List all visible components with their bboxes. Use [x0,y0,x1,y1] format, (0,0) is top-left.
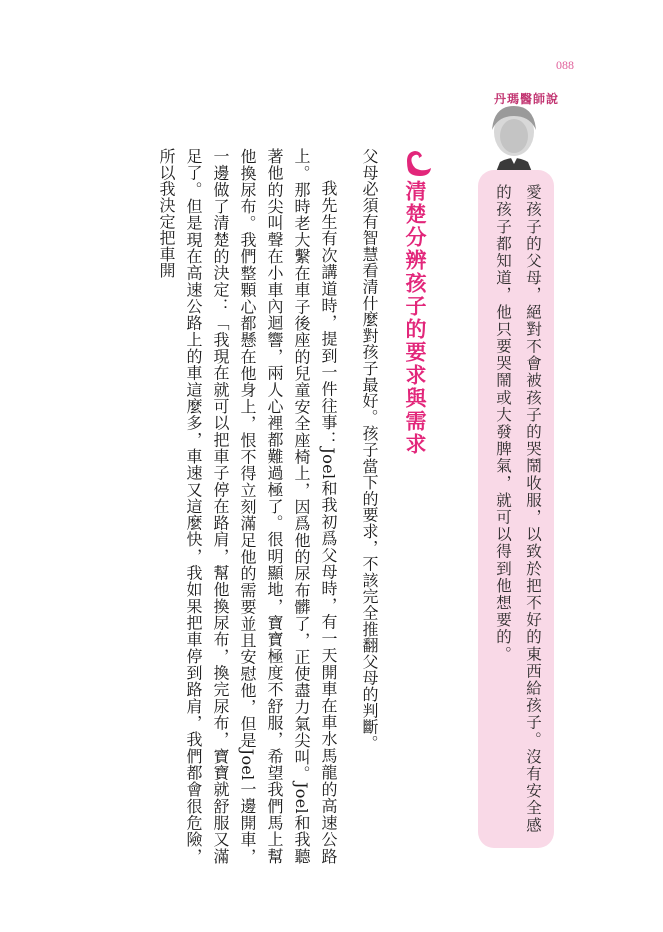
expert-label: 丹瑪醫師說 [494,92,560,106]
swan-icon [404,150,434,178]
expert-quote: 愛孩子的父母，絕對不會被孩子的哭鬧收服，以致於把不好的東西給孩子。沒有安全感的孩子都知道，他只要哭鬧或大發脾氣，就可以得到他想要的。 [494,184,542,834]
body-text [153,148,383,864]
paragraph-story: 我先生有次講道時，提到一件往事：Joel和我初爲父母時，有一天開車在車水馬龍的高速公路上。那時老大繫在車子後座的兒童安全座椅上，因爲他的尿布髒了，正使盡力氣尖叫。Joel和我聽著他的尖叫聲在小車內迴響，兩人心裡都難過極了。很明顯地，寶寶極度不舒服，希望我們馬上幫他換尿布。我們整顆心都懸在他身上，恨不得立刻滿足他的需要並且安慰他，但是Joel一邊開車，一邊做了清楚的決定：「我現在就可以把車子停在路肩，幫他換尿布，換完尿布，寶寶就舒服又滿足了。但是現在高速公路上的車這麼多，車速又這麼快，我如果把車停到路肩，我們都會很危險，所以我決定把車開 [157,148,338,864]
section-heading: 清楚分辨孩子的要求與需求 [403,180,427,456]
quote-box [478,170,554,848]
page-number: 088 [556,58,574,72]
paragraph-intro: 父母必須有智慧看清什麼對孩子最好。孩子當下的要求，不該完全推翻父母的判斷。 [360,148,379,752]
